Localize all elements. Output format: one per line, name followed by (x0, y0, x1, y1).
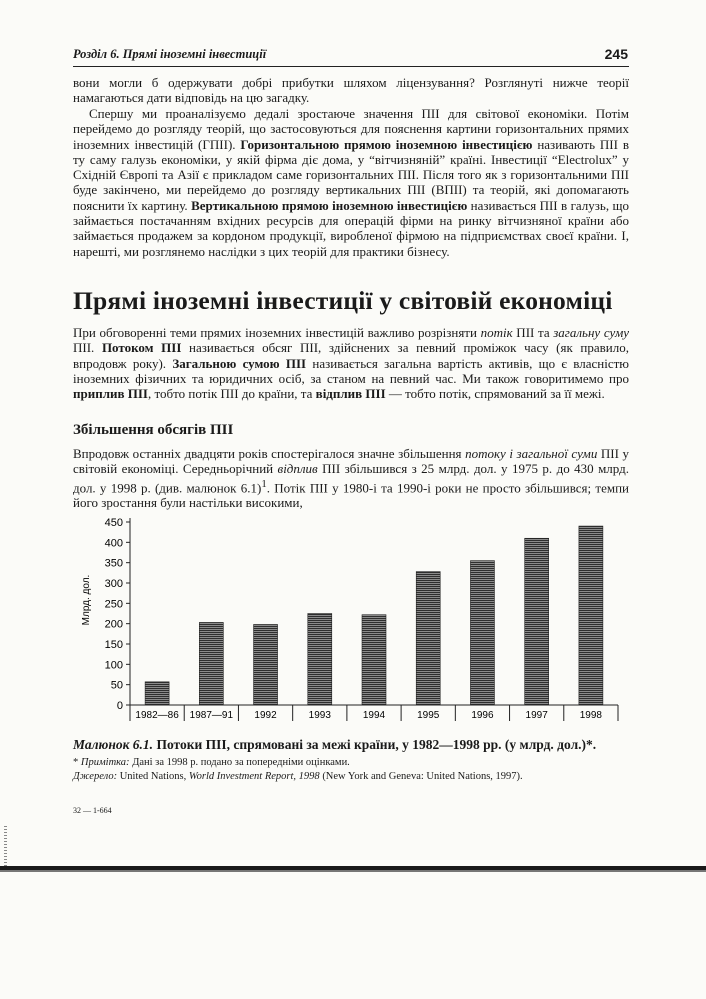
figure-source: Джерело: United Nations, World Investment Report, 1998 (New York and Geneva: United Nations, 1997). (73, 771, 523, 782)
paragraph-overview: Спершу ми проаналізуємо дедалі зростаюче значення ПІІ для світової економіки. Потім перейдемо до розгляду теорій, що застосовуються для пояснення картини горизонтальних прямих іноземних інвестицій (ГПІІ). Горизонтальною прямою іноземною інвестицією називають ПІІ в ту саму галузь економіки, у якій фірма діє дома, у “вітчизняній” країні. Інвестиції “Electrolux” у Східній Європі та Азії є прикладом саме горизонтальних ПІІ. Після того як з горизонтальними ПІІ буде закінчено, ми перейдемо до розгляду вертикальних ПІІ (ВПІІ) та теорій, які допомагають пояснити їх картину. Вертикальною прямою іноземною інвестицією називається ПІІ в галузь, що займається постачанням вхідних ресурсів для операцій фірми на ринку вітчизняної країни або займається продажем за кордоном продукції, виробленої фірмою на підприємствах своєї країни. І, нарешті, ми розглянемо наслідки з цих теорій для практики бізнесу. (73, 106, 629, 259)
term-fdi-flow: Потоком ПІІ (101, 340, 182, 356)
x-category-label: 1994 (362, 710, 386, 721)
y-tick-label: 450 (104, 517, 123, 529)
bar-1992 (254, 624, 278, 705)
x-category-label: 1998 (579, 710, 603, 721)
y-tick-label: 400 (104, 537, 123, 550)
y-tick-label: 50 (110, 679, 123, 692)
print-signature: 32 — 1-664 (73, 806, 112, 815)
x-category-label: 1996 (471, 710, 494, 721)
x-category-label: 1993 (308, 710, 331, 721)
bar-1995 (416, 572, 440, 705)
bar-1997 (525, 538, 549, 705)
paragraph-definitions: При обговоренні теми прямих іноземних інвестицій важливо розрізняти потік ПІІ та загальну суму ПІІ. Потоком ПІІ називається обсяг ПІІ, здійснених за певний проміжок часу (як правило, впродовж року). Загальною сумою ПІІ називається загальна вартість активів, що є власністю іноземних фізичних та юридичних осіб, за станом на певний час. Ми також говоритимемо про приплив ПІІ, тобто потік ПІІ до країни, та відплив ПІІ — тобто потік, спрямований за її межі. (73, 325, 630, 402)
x-category-label: 1987—91 (189, 710, 234, 721)
x-category-label: 1997 (525, 710, 548, 721)
x-category-label: 1995 (417, 710, 440, 721)
y-axis-label: Млрд. дол. (81, 574, 92, 626)
subsection-title: Збільшення обсягів ПІІ (73, 422, 234, 438)
bar-1987—91 (199, 622, 223, 705)
term-horizontal-fdi: Горизонтальною прямою іноземною інвестицією (240, 136, 533, 152)
fdi-outflow-bar-chart (73, 512, 633, 734)
running-header (73, 47, 628, 65)
bar-1996 (470, 561, 494, 705)
bar-1982—86 (145, 682, 169, 705)
term-fdi-inflow: приплив ПІІ (73, 386, 148, 402)
y-tick-label: 100 (104, 659, 123, 672)
y-tick-label: 350 (104, 557, 123, 570)
figure-label: Малюнок 6.1. (73, 737, 154, 752)
footnote-ref: 1 (261, 477, 267, 490)
bar-1994 (362, 615, 386, 705)
y-tick-label: 300 (104, 578, 123, 590)
page-number: 245 (604, 46, 628, 62)
bar-1993 (308, 614, 332, 706)
paragraph-intro-end: вони могли б одержувати добрі прибутки шляхом ліцензування? Розглянуті нижче теорії намагаються дати відповідь на цю загадку. (73, 75, 629, 106)
section-title: Прямі іноземні інвестиції у світовій економіці (73, 286, 613, 315)
scan-stripe-shadow (0, 870, 706, 872)
scan-edge (4, 826, 7, 868)
y-tick-label: 150 (104, 639, 123, 651)
figure-note: * Примітка: Дані за 1998 р. подано за попередніми оцінками. (73, 757, 350, 768)
term-vertical-fdi: Вертикальною прямою іноземною інвестицією (191, 197, 468, 213)
x-category-label: 1982—86 (135, 710, 179, 721)
header-rule (73, 66, 629, 67)
y-tick-label: 250 (104, 598, 123, 611)
chapter-title: Розділ 6. Прямі іноземні інвестиції (73, 47, 267, 61)
bar-1998 (579, 526, 603, 705)
y-tick-label: 200 (104, 618, 123, 631)
term-fdi-stock: Загальною сумою ПІІ (172, 355, 307, 371)
paragraph-growth: Впродовж останніх двадцяти років спостерігалося значне збільшення потоку і загальної суми ПІІ у світовій економіці. Середньорічний відплив ПІІ збільшився з 25 млрд. дол. у 1975 р. до 430 млрд. дол. у 1998 р. (див. малюнок 6.1)$^1$. Потік ПІІ у 1980-і та 1990-і роки не просто збільшився; темпи його зростання були настільки високими, (73, 446, 629, 511)
y-tick-label: 0 (116, 700, 123, 712)
term-fdi-outflow: відплив ПІІ (315, 386, 386, 402)
x-category-label: 1992 (254, 710, 277, 721)
figure-caption: Малюнок 6.1. Потоки ПІІ, спрямовані за межі країни, у 1982—1998 рр. (у млрд. дол.)*. (73, 737, 597, 752)
